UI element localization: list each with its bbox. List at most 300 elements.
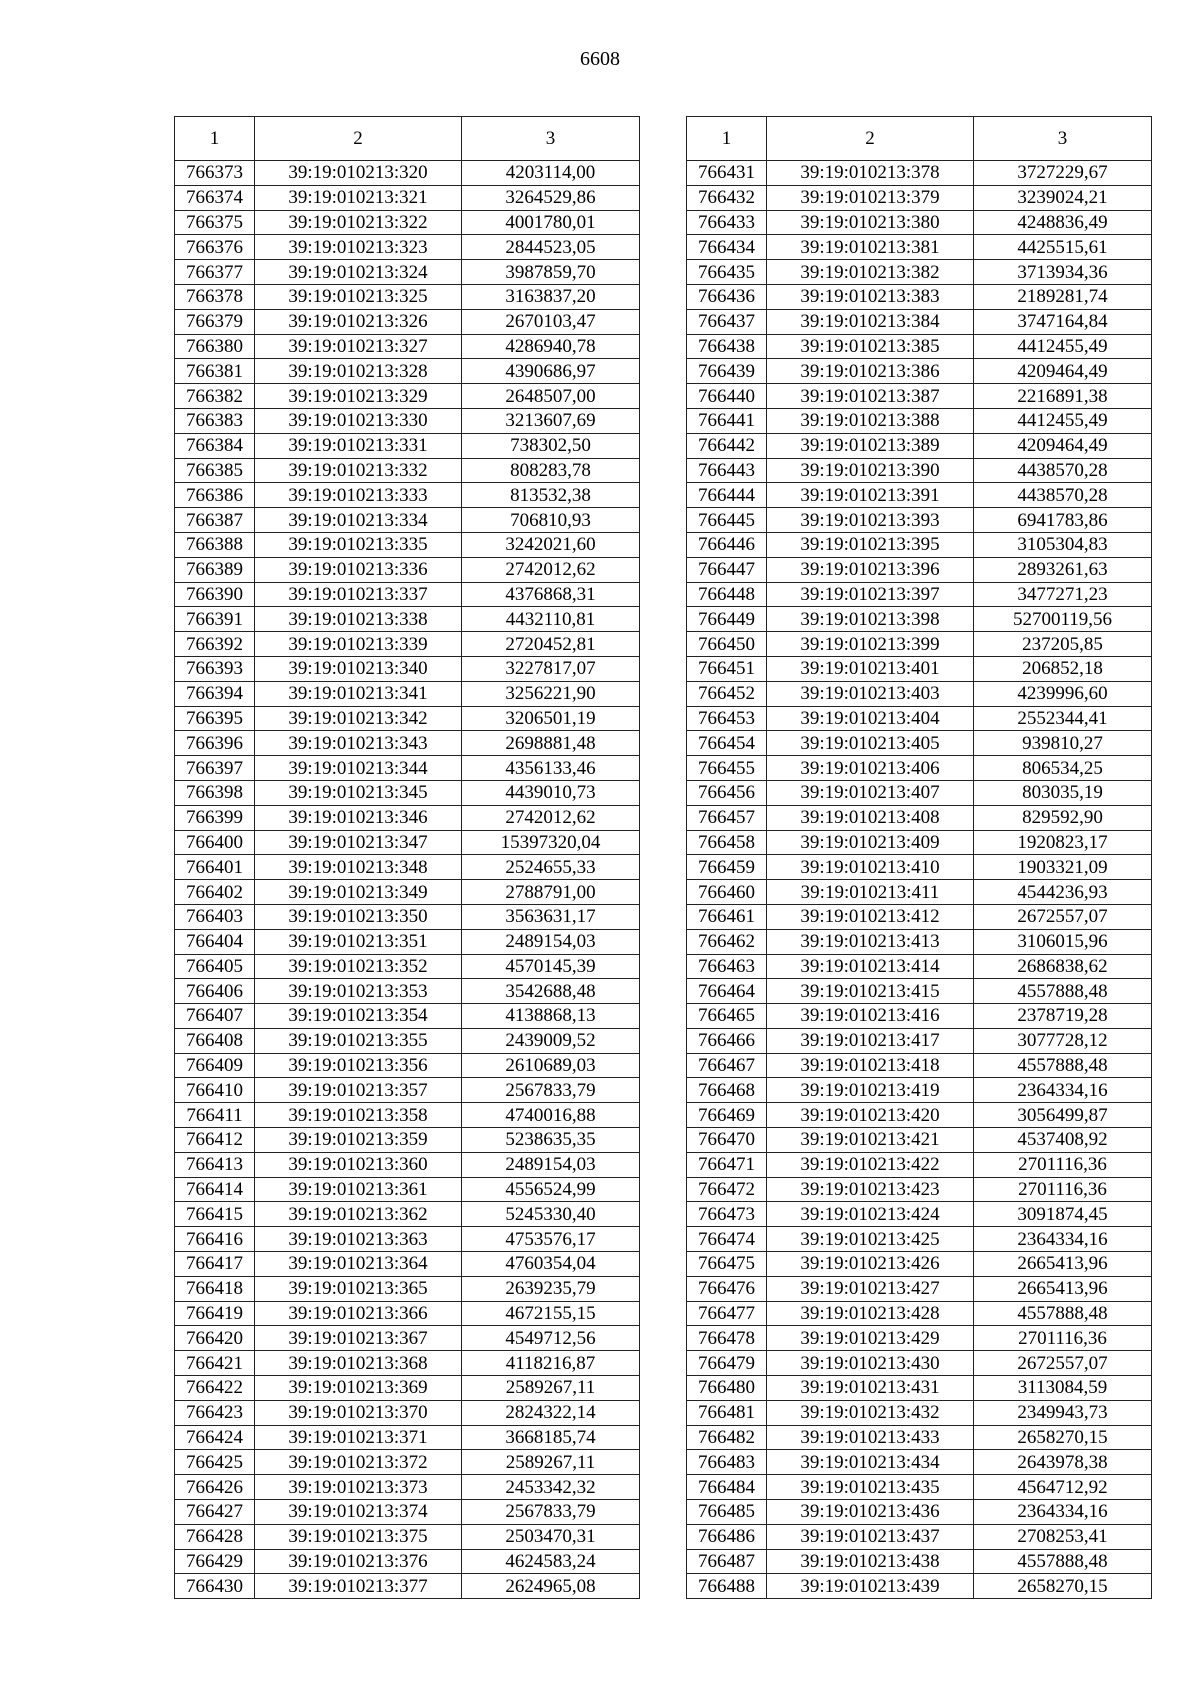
cadastral-number-cell: 39:19:010213:387	[767, 384, 974, 409]
value-cell: 2364334,16	[974, 1078, 1152, 1103]
cadastral-number-cell: 39:19:010213:322	[255, 210, 462, 235]
cadastral-number-cell: 39:19:010213:356	[255, 1053, 462, 1078]
cadastral-number-cell: 39:19:010213:435	[767, 1475, 974, 1500]
cadastral-number-cell: 39:19:010213:384	[767, 309, 974, 334]
value-cell: 2364334,16	[974, 1500, 1152, 1525]
value-cell: 4672155,15	[462, 1301, 640, 1326]
row-number-cell: 766480	[687, 1376, 767, 1401]
row-number-cell: 766430	[175, 1574, 255, 1599]
row-number-cell: 766395	[175, 706, 255, 731]
row-number-cell: 766445	[687, 508, 767, 533]
cadastral-number-cell: 39:19:010213:321	[255, 185, 462, 210]
table-row	[687, 1351, 1152, 1376]
row-number-cell: 766456	[687, 780, 767, 805]
table-row	[175, 1425, 640, 1450]
cadastral-number-cell: 39:19:010213:329	[255, 384, 462, 409]
table-row	[687, 1376, 1152, 1401]
table-row	[175, 780, 640, 805]
table-row	[687, 1450, 1152, 1475]
cadastral-number-cell: 39:19:010213:366	[255, 1301, 462, 1326]
row-number-cell: 766378	[175, 284, 255, 309]
row-number-cell: 766401	[175, 855, 255, 880]
value-cell: 813532,38	[462, 483, 640, 508]
row-number-cell: 766379	[175, 309, 255, 334]
value-cell: 4390686,97	[462, 359, 640, 384]
cadastral-number-cell: 39:19:010213:412	[767, 904, 974, 929]
cadastral-number-cell: 39:19:010213:358	[255, 1103, 462, 1128]
value-cell: 3668185,74	[462, 1425, 640, 1450]
value-cell: 3747164,84	[974, 309, 1152, 334]
table-row	[687, 880, 1152, 905]
table-row	[687, 1252, 1152, 1277]
value-cell: 706810,93	[462, 508, 640, 533]
value-cell: 4376868,31	[462, 582, 640, 607]
cadastral-number-cell: 39:19:010213:345	[255, 780, 462, 805]
table-row	[175, 1252, 640, 1277]
value-cell: 3056499,87	[974, 1103, 1152, 1128]
cadastral-number-cell: 39:19:010213:407	[767, 780, 974, 805]
table-row	[687, 334, 1152, 359]
row-number-cell: 766449	[687, 607, 767, 632]
cadastral-number-cell: 39:19:010213:439	[767, 1574, 974, 1599]
value-cell: 4557888,48	[974, 979, 1152, 1004]
table-row	[687, 830, 1152, 855]
table-row	[687, 1524, 1152, 1549]
cadastral-number-cell: 39:19:010213:399	[767, 632, 974, 657]
table-row	[175, 1053, 640, 1078]
value-cell: 3227817,07	[462, 656, 640, 681]
cadastral-number-cell: 39:19:010213:429	[767, 1326, 974, 1351]
table-row	[175, 929, 640, 954]
value-cell: 2701116,36	[974, 1177, 1152, 1202]
table-row	[687, 483, 1152, 508]
column-header-3: 3	[974, 117, 1152, 161]
value-cell: 2720452,81	[462, 632, 640, 657]
row-number-cell: 766448	[687, 582, 767, 607]
value-cell: 3987859,70	[462, 260, 640, 285]
value-cell: 3239024,21	[974, 185, 1152, 210]
cadastral-number-cell: 39:19:010213:378	[767, 161, 974, 186]
value-cell: 4753576,17	[462, 1227, 640, 1252]
value-cell: 2648507,00	[462, 384, 640, 409]
value-cell: 2639235,79	[462, 1276, 640, 1301]
value-cell: 2643978,38	[974, 1450, 1152, 1475]
cadastral-number-cell: 39:19:010213:334	[255, 508, 462, 533]
cadastral-number-cell: 39:19:010213:375	[255, 1524, 462, 1549]
cadastral-number-cell: 39:19:010213:359	[255, 1128, 462, 1153]
value-cell: 2567833,79	[462, 1500, 640, 1525]
row-number-cell: 766406	[175, 979, 255, 1004]
row-number-cell: 766373	[175, 161, 255, 186]
table-row	[687, 1574, 1152, 1599]
value-cell: 2216891,38	[974, 384, 1152, 409]
cadastral-number-cell: 39:19:010213:367	[255, 1326, 462, 1351]
cadastral-number-cell: 39:19:010213:327	[255, 334, 462, 359]
value-cell: 3727229,67	[974, 161, 1152, 186]
table-row	[175, 1078, 640, 1103]
table-row	[175, 1475, 640, 1500]
row-number-cell: 766473	[687, 1202, 767, 1227]
row-number-cell: 766457	[687, 805, 767, 830]
cadastral-number-cell: 39:19:010213:388	[767, 408, 974, 433]
row-number-cell: 766399	[175, 805, 255, 830]
row-number-cell: 766409	[175, 1053, 255, 1078]
column-header-2: 2	[255, 117, 462, 161]
table-row	[175, 632, 640, 657]
table-row	[175, 681, 640, 706]
cadastral-number-cell: 39:19:010213:396	[767, 557, 974, 582]
value-cell: 3242021,60	[462, 532, 640, 557]
row-number-cell: 766374	[175, 185, 255, 210]
table-row	[175, 235, 640, 260]
row-number-cell: 766383	[175, 408, 255, 433]
cadastral-number-cell: 39:19:010213:352	[255, 954, 462, 979]
table-row	[687, 731, 1152, 756]
table-row	[687, 706, 1152, 731]
cadastral-number-cell: 39:19:010213:362	[255, 1202, 462, 1227]
value-cell: 2742012,62	[462, 805, 640, 830]
row-number-cell: 766384	[175, 433, 255, 458]
table-row	[687, 1202, 1152, 1227]
cadastral-number-cell: 39:19:010213:326	[255, 309, 462, 334]
table-row	[687, 408, 1152, 433]
cadastral-number-cell: 39:19:010213:385	[767, 334, 974, 359]
row-number-cell: 766388	[175, 532, 255, 557]
value-cell: 4209464,49	[974, 359, 1152, 384]
value-cell: 2665413,96	[974, 1276, 1152, 1301]
cadastral-number-cell: 39:19:010213:403	[767, 681, 974, 706]
cadastral-number-cell: 39:19:010213:343	[255, 731, 462, 756]
cadastral-number-cell: 39:19:010213:432	[767, 1400, 974, 1425]
row-number-cell: 766426	[175, 1475, 255, 1500]
row-number-cell: 766433	[687, 210, 767, 235]
table-row	[687, 1152, 1152, 1177]
cadastral-number-cell: 39:19:010213:380	[767, 210, 974, 235]
table-row	[687, 508, 1152, 533]
table-row	[175, 706, 640, 731]
cadastral-number-cell: 39:19:010213:377	[255, 1574, 462, 1599]
table-row	[175, 582, 640, 607]
left-table	[174, 116, 640, 1599]
cadastral-number-cell: 39:19:010213:338	[255, 607, 462, 632]
value-cell: 2364334,16	[974, 1227, 1152, 1252]
value-cell: 2672557,07	[974, 1351, 1152, 1376]
table-row	[687, 929, 1152, 954]
value-cell: 4740016,88	[462, 1103, 640, 1128]
value-cell: 206852,18	[974, 656, 1152, 681]
table-row	[687, 681, 1152, 706]
table-row	[175, 309, 640, 334]
row-number-cell: 766470	[687, 1128, 767, 1153]
cadastral-number-cell: 39:19:010213:430	[767, 1351, 974, 1376]
row-number-cell: 766482	[687, 1425, 767, 1450]
value-cell: 4438570,28	[974, 458, 1152, 483]
table-row	[687, 1475, 1152, 1500]
row-number-cell: 766410	[175, 1078, 255, 1103]
row-number-cell: 766444	[687, 483, 767, 508]
value-cell: 2658270,15	[974, 1574, 1152, 1599]
row-number-cell: 766450	[687, 632, 767, 657]
header-row	[687, 117, 1152, 161]
cadastral-number-cell: 39:19:010213:324	[255, 260, 462, 285]
column-header-1: 1	[175, 117, 255, 161]
cadastral-number-cell: 39:19:010213:425	[767, 1227, 974, 1252]
table-row	[687, 185, 1152, 210]
row-number-cell: 766484	[687, 1475, 767, 1500]
cadastral-number-cell: 39:19:010213:418	[767, 1053, 974, 1078]
cadastral-number-cell: 39:19:010213:328	[255, 359, 462, 384]
table-row	[175, 458, 640, 483]
value-cell: 15397320,04	[462, 830, 640, 855]
row-number-cell: 766392	[175, 632, 255, 657]
value-cell: 2665413,96	[974, 1252, 1152, 1277]
table-row	[687, 458, 1152, 483]
value-cell: 3206501,19	[462, 706, 640, 731]
value-cell: 2670103,47	[462, 309, 640, 334]
table-row	[175, 185, 640, 210]
value-cell: 3163837,20	[462, 284, 640, 309]
value-cell: 2589267,11	[462, 1376, 640, 1401]
row-number-cell: 766412	[175, 1128, 255, 1153]
value-cell: 4564712,92	[974, 1475, 1152, 1500]
column-header-3: 3	[462, 117, 640, 161]
cadastral-number-cell: 39:19:010213:431	[767, 1376, 974, 1401]
row-number-cell: 766462	[687, 929, 767, 954]
cadastral-number-cell: 39:19:010213:335	[255, 532, 462, 557]
value-cell: 2686838,62	[974, 954, 1152, 979]
value-cell: 4624583,24	[462, 1549, 640, 1574]
table-row	[175, 954, 640, 979]
row-number-cell: 766438	[687, 334, 767, 359]
cadastral-number-cell: 39:19:010213:397	[767, 582, 974, 607]
row-number-cell: 766393	[175, 656, 255, 681]
table-row	[687, 1500, 1152, 1525]
cadastral-number-cell: 39:19:010213:427	[767, 1276, 974, 1301]
cadastral-number-cell: 39:19:010213:379	[767, 185, 974, 210]
table-row	[175, 433, 640, 458]
value-cell: 3091874,45	[974, 1202, 1152, 1227]
cadastral-number-cell: 39:19:010213:353	[255, 979, 462, 1004]
table-row	[687, 359, 1152, 384]
cadastral-number-cell: 39:19:010213:416	[767, 1004, 974, 1029]
value-cell: 5245330,40	[462, 1202, 640, 1227]
cadastral-number-cell: 39:19:010213:436	[767, 1500, 974, 1525]
row-number-cell: 766475	[687, 1252, 767, 1277]
table-row	[175, 1574, 640, 1599]
row-number-cell: 766429	[175, 1549, 255, 1574]
table-row	[687, 656, 1152, 681]
row-number-cell: 766453	[687, 706, 767, 731]
value-cell: 3713934,36	[974, 260, 1152, 285]
table-row	[175, 260, 640, 285]
cadastral-number-cell: 39:19:010213:333	[255, 483, 462, 508]
value-cell: 808283,78	[462, 458, 640, 483]
cadastral-number-cell: 39:19:010213:355	[255, 1028, 462, 1053]
table-row	[175, 284, 640, 309]
cadastral-number-cell: 39:19:010213:370	[255, 1400, 462, 1425]
cadastral-number-cell: 39:19:010213:381	[767, 235, 974, 260]
row-number-cell: 766415	[175, 1202, 255, 1227]
value-cell: 4412455,49	[974, 408, 1152, 433]
table-row	[687, 632, 1152, 657]
cadastral-number-cell: 39:19:010213:438	[767, 1549, 974, 1574]
row-number-cell: 766435	[687, 260, 767, 285]
row-number-cell: 766389	[175, 557, 255, 582]
table-row	[175, 532, 640, 557]
cadastral-number-cell: 39:19:010213:357	[255, 1078, 462, 1103]
row-number-cell: 766431	[687, 161, 767, 186]
value-cell: 4557888,48	[974, 1549, 1152, 1574]
table-row	[175, 904, 640, 929]
value-cell: 4438570,28	[974, 483, 1152, 508]
row-number-cell: 766432	[687, 185, 767, 210]
table-row	[687, 235, 1152, 260]
table-row	[175, 1326, 640, 1351]
table-row	[175, 1376, 640, 1401]
value-cell: 4544236,93	[974, 880, 1152, 905]
value-cell: 4439010,73	[462, 780, 640, 805]
row-number-cell: 766420	[175, 1326, 255, 1351]
value-cell: 4248836,49	[974, 210, 1152, 235]
value-cell: 237205,85	[974, 632, 1152, 657]
cadastral-number-cell: 39:19:010213:383	[767, 284, 974, 309]
row-number-cell: 766400	[175, 830, 255, 855]
table-row	[175, 557, 640, 582]
row-number-cell: 766425	[175, 1450, 255, 1475]
header-row	[175, 117, 640, 161]
table-row	[687, 1400, 1152, 1425]
row-number-cell: 766467	[687, 1053, 767, 1078]
value-cell: 806534,25	[974, 756, 1152, 781]
cadastral-number-cell: 39:19:010213:404	[767, 706, 974, 731]
table-row	[175, 161, 640, 186]
table-row	[687, 805, 1152, 830]
row-number-cell: 766463	[687, 954, 767, 979]
row-number-cell: 766478	[687, 1326, 767, 1351]
row-number-cell: 766428	[175, 1524, 255, 1549]
row-number-cell: 766479	[687, 1351, 767, 1376]
cadastral-number-cell: 39:19:010213:390	[767, 458, 974, 483]
row-number-cell: 766477	[687, 1301, 767, 1326]
value-cell: 939810,27	[974, 731, 1152, 756]
table-row	[175, 1227, 640, 1252]
cadastral-number-cell: 39:19:010213:336	[255, 557, 462, 582]
cadastral-number-cell: 39:19:010213:372	[255, 1450, 462, 1475]
value-cell: 2567833,79	[462, 1078, 640, 1103]
value-cell: 4412455,49	[974, 334, 1152, 359]
cadastral-number-cell: 39:19:010213:417	[767, 1028, 974, 1053]
row-number-cell: 766451	[687, 656, 767, 681]
left-table-body	[175, 161, 640, 1599]
table-row	[687, 161, 1152, 186]
value-cell: 4239996,60	[974, 681, 1152, 706]
row-number-cell: 766390	[175, 582, 255, 607]
value-cell: 4425515,61	[974, 235, 1152, 260]
table-row	[687, 557, 1152, 582]
cadastral-number-cell: 39:19:010213:332	[255, 458, 462, 483]
row-number-cell: 766488	[687, 1574, 767, 1599]
column-header-1: 1	[687, 117, 767, 161]
row-number-cell: 766446	[687, 532, 767, 557]
cadastral-number-cell: 39:19:010213:373	[255, 1475, 462, 1500]
value-cell: 2439009,52	[462, 1028, 640, 1053]
row-number-cell: 766391	[175, 607, 255, 632]
cadastral-number-cell: 39:19:010213:325	[255, 284, 462, 309]
cadastral-number-cell: 39:19:010213:413	[767, 929, 974, 954]
row-number-cell: 766381	[175, 359, 255, 384]
cadastral-number-cell: 39:19:010213:347	[255, 830, 462, 855]
cadastral-number-cell: 39:19:010213:434	[767, 1450, 974, 1475]
table-row	[687, 260, 1152, 285]
cadastral-number-cell: 39:19:010213:393	[767, 508, 974, 533]
table-row	[175, 1276, 640, 1301]
table-row	[175, 1524, 640, 1549]
row-number-cell: 766411	[175, 1103, 255, 1128]
table-row	[687, 1177, 1152, 1202]
cadastral-number-cell: 39:19:010213:415	[767, 979, 974, 1004]
right-table	[686, 116, 1152, 1599]
cadastral-number-cell: 39:19:010213:428	[767, 1301, 974, 1326]
table-row	[175, 384, 640, 409]
table-row	[687, 210, 1152, 235]
row-number-cell: 766424	[175, 1425, 255, 1450]
table-row	[687, 1103, 1152, 1128]
cadastral-number-cell: 39:19:010213:414	[767, 954, 974, 979]
cadastral-number-cell: 39:19:010213:361	[255, 1177, 462, 1202]
row-number-cell: 766454	[687, 731, 767, 756]
row-number-cell: 766466	[687, 1028, 767, 1053]
value-cell: 3542688,48	[462, 979, 640, 1004]
cadastral-number-cell: 39:19:010213:330	[255, 408, 462, 433]
cadastral-number-cell: 39:19:010213:419	[767, 1078, 974, 1103]
table-row	[687, 384, 1152, 409]
cadastral-number-cell: 39:19:010213:363	[255, 1227, 462, 1252]
table-row	[687, 1326, 1152, 1351]
cadastral-number-cell: 39:19:010213:360	[255, 1152, 462, 1177]
value-cell: 2844523,05	[462, 235, 640, 260]
value-cell: 2453342,32	[462, 1475, 640, 1500]
cadastral-number-cell: 39:19:010213:410	[767, 855, 974, 880]
value-cell: 2742012,62	[462, 557, 640, 582]
value-cell: 4549712,56	[462, 1326, 640, 1351]
cadastral-number-cell: 39:19:010213:351	[255, 929, 462, 954]
row-number-cell: 766397	[175, 756, 255, 781]
cadastral-number-cell: 39:19:010213:376	[255, 1549, 462, 1574]
cadastral-number-cell: 39:19:010213:339	[255, 632, 462, 657]
row-number-cell: 766385	[175, 458, 255, 483]
row-number-cell: 766376	[175, 235, 255, 260]
row-number-cell: 766407	[175, 1004, 255, 1029]
value-cell: 3213607,69	[462, 408, 640, 433]
value-cell: 2624965,08	[462, 1574, 640, 1599]
row-number-cell: 766419	[175, 1301, 255, 1326]
value-cell: 3106015,96	[974, 929, 1152, 954]
cadastral-number-cell: 39:19:010213:395	[767, 532, 974, 557]
row-number-cell: 766404	[175, 929, 255, 954]
row-number-cell: 766380	[175, 334, 255, 359]
table-row	[175, 1177, 640, 1202]
cadastral-number-cell: 39:19:010213:423	[767, 1177, 974, 1202]
row-number-cell: 766464	[687, 979, 767, 1004]
table-row	[175, 1004, 640, 1029]
value-cell: 2610689,03	[462, 1053, 640, 1078]
value-cell: 4432110,81	[462, 607, 640, 632]
value-cell: 52700119,56	[974, 607, 1152, 632]
cadastral-number-cell: 39:19:010213:323	[255, 235, 462, 260]
row-number-cell: 766436	[687, 284, 767, 309]
value-cell: 4209464,49	[974, 433, 1152, 458]
value-cell: 2672557,07	[974, 904, 1152, 929]
